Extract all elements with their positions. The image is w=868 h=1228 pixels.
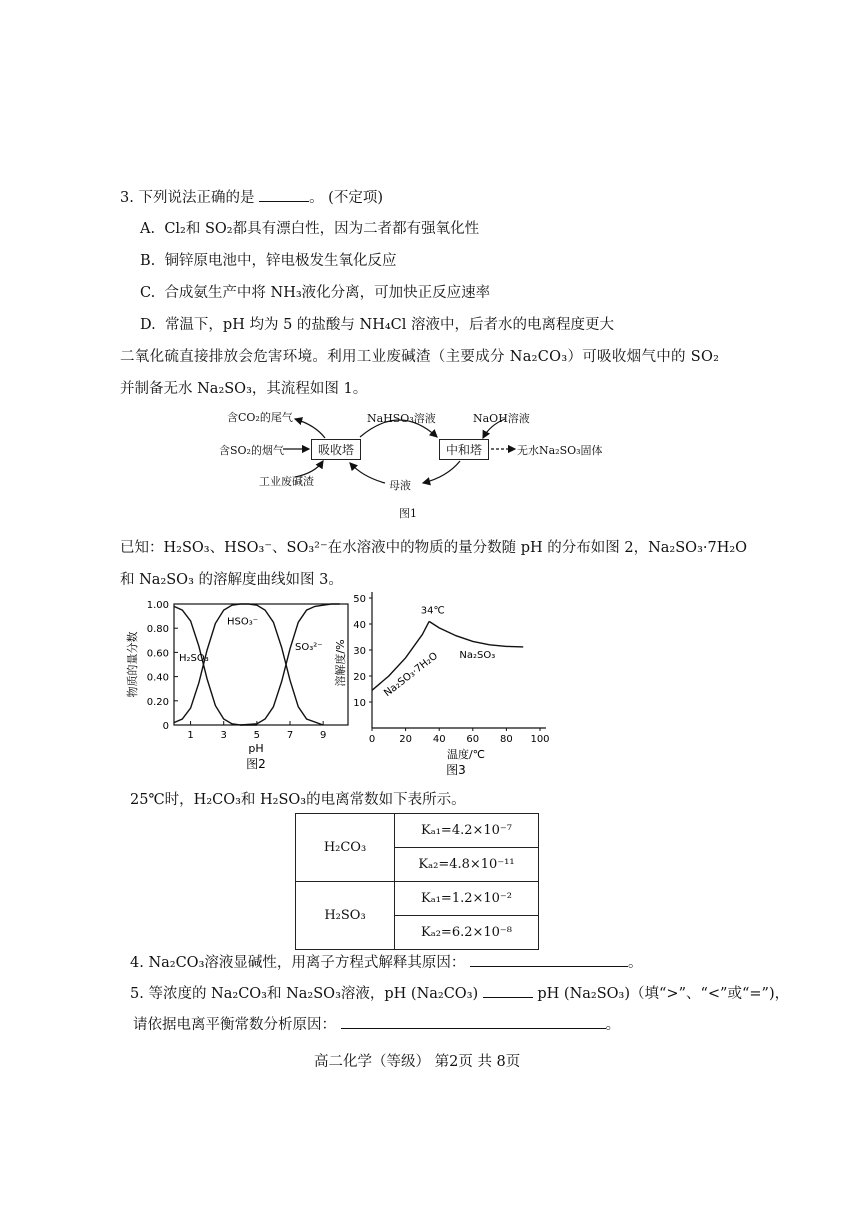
y-tick-label: 40 bbox=[353, 620, 366, 631]
q4-answer-blank[interactable] bbox=[470, 966, 628, 967]
known-line-2: 和 Na₂SO₃ 的溶解度曲线如图 3。 bbox=[120, 572, 343, 588]
y-tick-label: 10 bbox=[353, 698, 366, 709]
q5-line-2 bbox=[133, 1013, 620, 1034]
q5-compare-blank[interactable] bbox=[483, 997, 533, 998]
q3-option-d bbox=[140, 313, 614, 334]
na2so3-7h2o-label: Na₂SO₃·7H₂O bbox=[382, 650, 441, 700]
option-letter: C. bbox=[140, 285, 156, 301]
mother-liquor-label: 母液 bbox=[389, 479, 411, 492]
q3-note: (不定项) bbox=[328, 190, 383, 206]
q3-option-c bbox=[140, 281, 490, 302]
page-footer: 高二化学（等级） 第2页 共 8页 bbox=[314, 1054, 521, 1070]
naoh-label: NaOH溶液 bbox=[473, 412, 530, 425]
y-tick-label: 0.20 bbox=[146, 696, 169, 708]
peak-label: 34℃ bbox=[420, 605, 445, 617]
neutralizer-box: 中和塔 bbox=[439, 439, 489, 460]
q5-reason-blank[interactable] bbox=[341, 1028, 606, 1029]
x-tick-label: 9 bbox=[319, 730, 327, 741]
h2so3-label: H₂SO₃ bbox=[178, 652, 209, 664]
x-tick-label: 100 bbox=[530, 734, 550, 745]
hso3-label: HSO₃⁻ bbox=[227, 616, 259, 628]
y-tick-label: 1.00 bbox=[146, 600, 169, 611]
figure-1 bbox=[215, 405, 615, 525]
figure-3-chart bbox=[330, 588, 560, 784]
y-axis-label: 物质的量分数 bbox=[126, 631, 139, 698]
q4-text: 4. Na₂CO₃溶液显碱性，用离子方程式解释其原因： bbox=[130, 955, 466, 971]
q3-stem-text: 下列说法正确的是 bbox=[138, 190, 255, 206]
so3-label: SO₃²⁻ bbox=[294, 641, 323, 653]
x-tick-label: 20 bbox=[399, 734, 412, 745]
x-tick-label: 60 bbox=[466, 734, 480, 745]
x-axis-label: 温度/℃ bbox=[446, 748, 486, 761]
ka2-cell: Kₐ₂=6.2×10⁻⁸ bbox=[395, 916, 539, 950]
acid-cell: H₂CO₃ bbox=[296, 814, 395, 882]
const-intro: 25℃时，H₂CO₃和 H₂SO₃的电离常数如下表所示。 bbox=[130, 792, 466, 808]
table-row bbox=[296, 882, 539, 916]
absorber-box: 吸收塔 bbox=[311, 439, 361, 460]
flue-gas-label: 含SO₂的烟气 bbox=[219, 444, 284, 457]
q5-part2: pH (Na₂SO₃)（填“>”、“<”或“=”)， bbox=[537, 986, 790, 1002]
option-letter: A. bbox=[140, 221, 156, 237]
q3-answer-blank[interactable] bbox=[259, 201, 309, 202]
acid-cell: H₂SO₃ bbox=[296, 882, 395, 950]
option-text: 铜锌原电池中，锌电极发生氧化反应 bbox=[164, 253, 397, 269]
q5-reason-label: 请依据电离平衡常数分析原因： bbox=[133, 1017, 336, 1033]
figure-3-caption: 图3 bbox=[446, 763, 466, 777]
q3-option-a bbox=[140, 217, 479, 238]
x-tick-label: 40 bbox=[432, 734, 446, 745]
x-axis-label: pH bbox=[248, 742, 264, 755]
y-tick-label: 0.60 bbox=[146, 648, 169, 660]
figure-2-caption: 图2 bbox=[246, 757, 266, 771]
y-tick-label: 20 bbox=[353, 672, 366, 683]
known-line-1: 已知：H₂SO₃、HSO₃⁻、SO₃²⁻在水溶液中的物质的量分数随 pH 的分布如图 2，Na₂SO₃·7H₂O bbox=[120, 540, 748, 556]
figure-2-chart bbox=[122, 592, 350, 782]
y-tick-label: 0 bbox=[162, 721, 169, 732]
table-row bbox=[296, 814, 539, 848]
x-tick-label: 1 bbox=[187, 730, 194, 741]
plot-frame bbox=[174, 604, 348, 725]
y-tick-label: 0.40 bbox=[146, 672, 169, 684]
x-tick-label: 7 bbox=[286, 730, 294, 741]
y-tick-label: 0.80 bbox=[146, 624, 169, 636]
intro-line-2: 并制备无水 Na₂SO₃，其流程如图 1。 bbox=[120, 381, 368, 397]
q5-line-1 bbox=[130, 982, 789, 1003]
y-axis-label: 溶解度/% bbox=[334, 639, 347, 687]
y-tick-label: 50 bbox=[353, 594, 366, 605]
option-text: 合成氨生产中将 NH₃液化分离，可加快正反应速率 bbox=[164, 285, 491, 301]
x-tick-label: 0 bbox=[368, 734, 376, 745]
q4-end: 。 bbox=[628, 955, 643, 971]
x-tick-label: 3 bbox=[220, 730, 227, 741]
x-tick-label: 80 bbox=[500, 734, 513, 745]
q3-option-b bbox=[140, 249, 396, 270]
q5-end: 。 bbox=[605, 1017, 621, 1033]
ka2-cell: Kₐ₂=4.8×10⁻¹¹ bbox=[395, 848, 539, 882]
series-line bbox=[429, 621, 523, 647]
nahso3-label: NaHSO₃溶液 bbox=[367, 412, 436, 425]
intro-line-1: 二氧化硫直接排放会危害环境。利用工业废碱渣（主要成分 Na₂CO₃）可吸收烟气中的 SO₂ bbox=[120, 349, 720, 365]
option-text: 常温下，pH 均为 5 的盐酸与 NH₄Cl 溶液中，后者水的电离程度更大 bbox=[164, 317, 615, 333]
ka1-cell: Kₐ₁=1.2×10⁻² bbox=[395, 882, 539, 916]
q3-stem: 3. 下列说法正确的是 。 (不定项) bbox=[120, 190, 383, 206]
y-tick-label: 30 bbox=[353, 646, 366, 657]
exhaust-gas-label: 含CO₂的尾气 bbox=[227, 411, 293, 424]
waste-slag-label: 工业废碱渣 bbox=[259, 475, 314, 488]
option-text: Cl₂和 SO₂都具有漂白性，因为二者都有强氧化性 bbox=[164, 221, 480, 237]
figure-1-caption: 图1 bbox=[399, 507, 417, 520]
q4 bbox=[130, 951, 643, 972]
na2so3-label: Na₂SO₃ bbox=[459, 649, 496, 661]
option-letter: B. bbox=[140, 253, 156, 269]
option-letter: D. bbox=[140, 317, 156, 333]
ka1-cell: Kₐ₁=4.2×10⁻⁷ bbox=[395, 814, 539, 848]
q5-part1: 5. 等浓度的 Na₂CO₃和 Na₂SO₃溶液，pH (Na₂CO₃) bbox=[130, 986, 479, 1002]
q3-number: 3. bbox=[120, 190, 134, 206]
ka-table bbox=[295, 813, 539, 950]
x-tick-label: 5 bbox=[253, 730, 261, 741]
product-label: 无水Na₂SO₃固体 bbox=[517, 444, 603, 457]
